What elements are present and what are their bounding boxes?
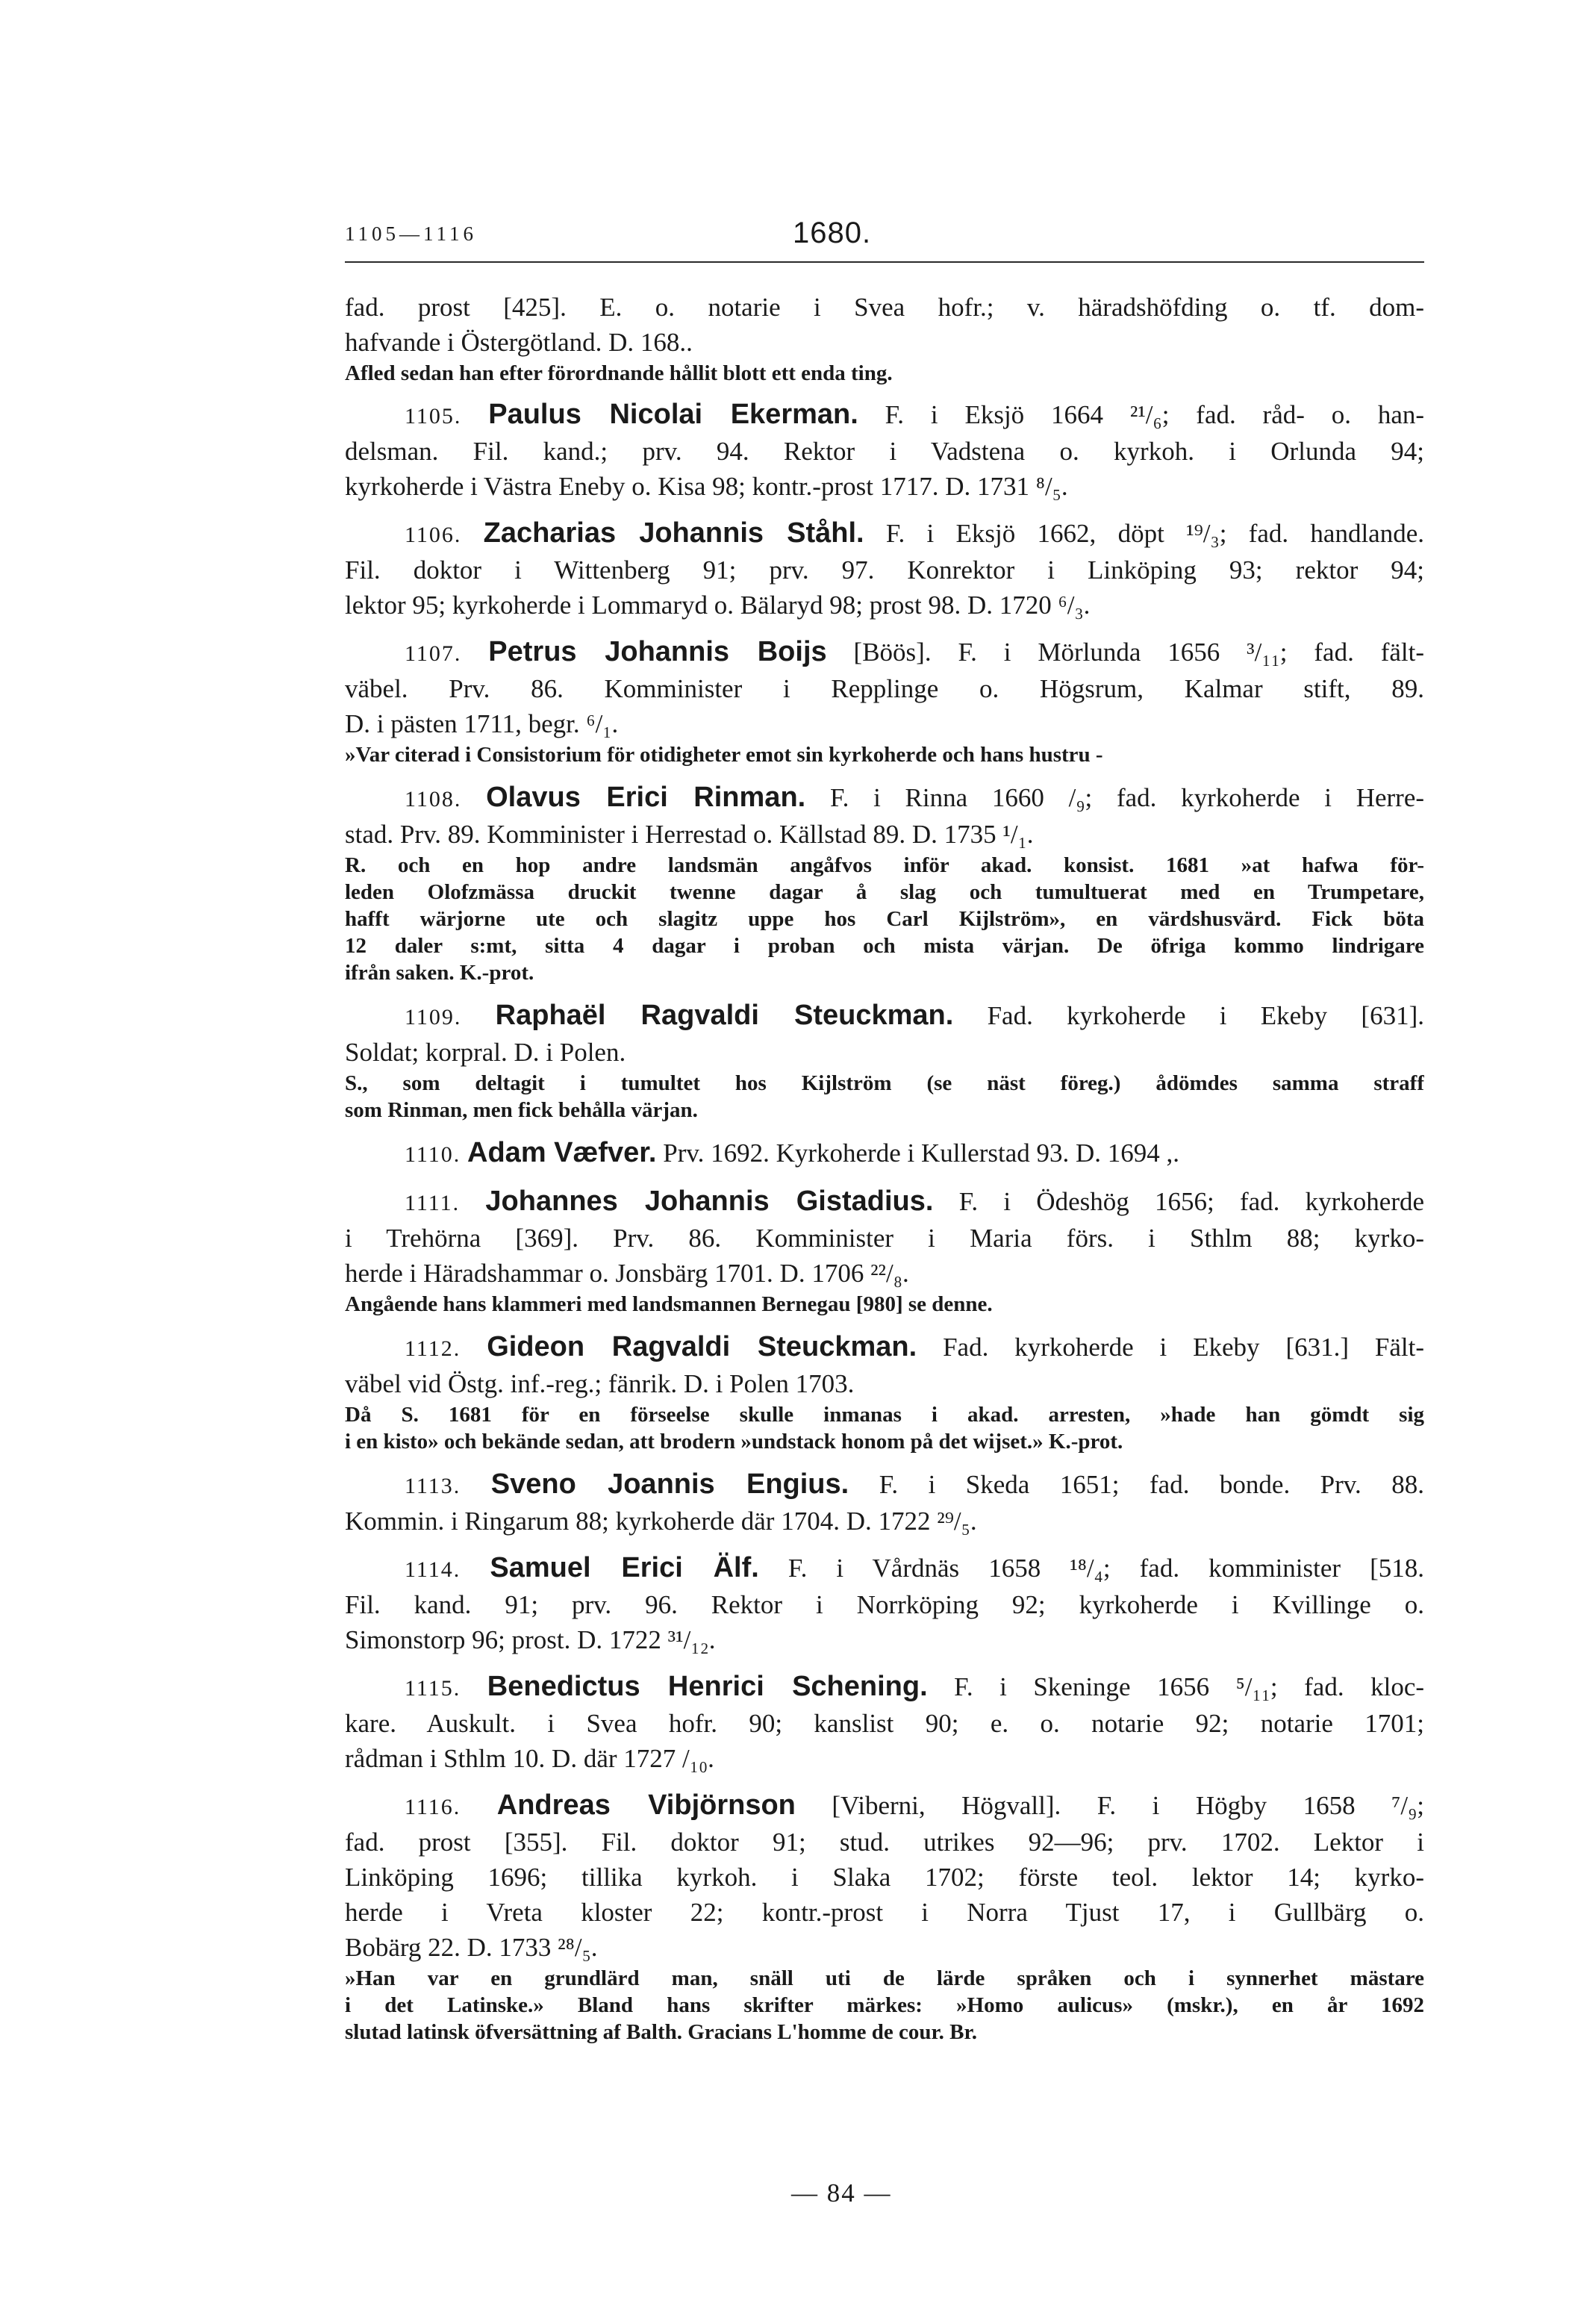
note-line: Då S. 1681 för en förseelse skulle inmanas i akad. arresten, »hade han gömdt sig: [345, 1403, 1424, 1427]
entry-number: 1111.: [405, 1191, 461, 1215]
entry-text: Prv. 1692. Kyrkoherde i Kullerstad 93. D. 1694 ,.: [663, 1138, 1180, 1168]
entry-number: 1112.: [405, 1336, 461, 1361]
person-name: Adam Væfver.: [467, 1137, 657, 1168]
register-entry: [345, 1551, 1424, 1657]
note-line: Angående hans klammeri med landsmannen Bernegau [980] se denne.: [345, 1292, 993, 1316]
note-line: S., som deltagit i tumultet hos Kijlström (se näst föreg.) ådömdes samma straff: [345, 1071, 1424, 1095]
entry-range: 1105—1116: [345, 222, 477, 245]
register-entry: [345, 1788, 1424, 2046]
entry-first-line: [345, 1184, 1424, 1221]
note-line: R. och en hop andre landsmän angåfvos inför akad. konsist. 1681 »at hafwa för-: [345, 853, 1424, 877]
entry-first-line: [345, 1669, 1424, 1706]
entry-text: F. i Skeninge 1656 ⁵/₁₁; fad. kloc-: [954, 1672, 1424, 1701]
entry-number: 1113.: [405, 1474, 461, 1498]
entry-number: 1105.: [405, 404, 462, 429]
text-line: hafvande i Östergötland. D. 168..: [345, 328, 693, 357]
register-entry: [345, 1135, 1424, 1172]
person-name: Samuel Erici Älf.: [490, 1552, 759, 1583]
register-entry: [345, 516, 1424, 623]
person-name: Paulus Nicolai Ekerman.: [488, 399, 858, 430]
person-name: Olavus Erici Rinman.: [486, 782, 806, 813]
page-header: [345, 216, 1424, 263]
entry-first-line: [345, 1467, 1424, 1504]
person-name: Zacharias Johannis Ståhl.: [483, 517, 864, 549]
register-entry: [345, 1184, 1424, 1318]
text-line: lektor 95; kyrkoherde i Lommaryd o. Bälaryd 98; prost 98. D. 1720 ⁶/₃.: [345, 591, 1091, 620]
text-line: i Trehörna [369]. Prv. 86. Komminister i Maria förs. i Sthlm 88; kyrko-: [345, 1224, 1424, 1253]
note-line: 12 daler s:mt, sitta 4 dagar i proban och mista värjan. De öfriga kommo lindrigare: [345, 934, 1424, 958]
text-line: kare. Auskult. i Svea hofr. 90; kanslist 90; e. o. notarie 92; notarie 1701;: [345, 1709, 1424, 1738]
page-number: — 84 —: [791, 2178, 892, 2208]
note-line: slutad latinsk öfversättning af Balth. Gracians L'homme de cour. Br.: [345, 2020, 977, 2044]
person-name: Gideon Ragvaldi Steuckman.: [487, 1331, 917, 1362]
register-entry: [345, 998, 1424, 1124]
text-line: rådman i Sthlm 10. D. där 1727 /₁₀.: [345, 1744, 714, 1773]
person-name: Benedictus Henrici Schening.: [487, 1671, 928, 1702]
entry-number: 1116.: [405, 1795, 461, 1819]
text-line: Fil. doktor i Wittenberg 91; prv. 97. Konrektor i Linköping 93; rektor 94;: [345, 555, 1424, 585]
note-line: i en kisto» och bekände sedan, att brodern »undstack honom på det wijset.» K.-prot.: [345, 1430, 1123, 1454]
entry-first-line: [345, 397, 1424, 434]
text-line: Fil. kand. 91; prv. 96. Rektor i Norrköping 92; kyrkoherde i Kvillinge o.: [345, 1590, 1424, 1619]
entry-text: F. i Vårdnäs 1658 ¹⁸/₄; fad. komminister [518.: [787, 1554, 1424, 1583]
entry-first-line: [345, 1330, 1424, 1366]
text-line: stad. Prv. 89. Komminister i Herrestad o. Källstad 89. D. 1735 ¹/₁.: [345, 820, 1034, 849]
entry-first-line: [345, 1135, 1424, 1172]
entry-text: [Böös]. F. i Mörlunda 1656 ³/₁₁; fad. fält-: [853, 638, 1424, 667]
text-line: Bobärg 22. D. 1733 ²⁸/₅.: [345, 1933, 598, 1962]
register-entry: [345, 1330, 1424, 1455]
text-line: Kommin. i Ringarum 88; kyrkoherde där 1704. D. 1722 ²⁹/₅.: [345, 1507, 977, 1536]
entry-first-line: [345, 1788, 1424, 1825]
entry-first-line: [345, 1551, 1424, 1587]
note-line: Afled sedan han efter förordnande hållit blott ett enda ting.: [345, 361, 893, 385]
person-name: Raphaël Ragvaldi Steuckman.: [495, 1000, 954, 1031]
page-content: [345, 290, 1424, 2057]
entry-text: F. i Rinna 1660 /₉; fad. kyrkoherde i Herre-: [829, 783, 1424, 812]
header-year: 1680.: [793, 216, 872, 249]
register-entry: [345, 635, 1424, 768]
entry-number: 1114.: [405, 1557, 461, 1582]
text-line: Soldat; korpral. D. i Polen.: [345, 1038, 626, 1067]
text-line: herde i Häradshammar o. Jonsbärg 1701. D. 1706 ²²/₈.: [345, 1259, 909, 1288]
text-line: D. i pästen 1711, begr. ⁶/₁.: [345, 709, 619, 738]
register-entry: [345, 780, 1424, 986]
entry-first-line: [345, 516, 1424, 552]
entry-text: F. i Skeda 1651; fad. bonde. Prv. 88.: [879, 1470, 1424, 1499]
entry-number: 1115.: [405, 1676, 461, 1701]
person-name: Sveno Joannis Engius.: [490, 1468, 849, 1500]
entry-number: 1108.: [405, 787, 462, 811]
entry-number: 1107.: [405, 641, 462, 666]
entry-text: Fad. kyrkoherde i Ekeby [631.] Fält-: [943, 1333, 1424, 1362]
intro-block: [345, 290, 1424, 387]
note-line: hafft wärjorne ute och slagitz uppe hos Carl Kijlström», en värdshusvärd. Fick böta: [345, 907, 1424, 931]
text-line: fad. prost [355]. Fil. doktor 91; stud. utrikes 92—96; prv. 1702. Lektor i: [345, 1828, 1424, 1857]
text-line: Linköping 1696; tillika kyrkoh. i Slaka 1702; förste teol. lektor 14; kyrko-: [345, 1863, 1424, 1892]
entry-number: 1106.: [405, 523, 462, 547]
entry-first-line: [345, 780, 1424, 817]
entry-text: F. i Eksjö 1664 ²¹/₆; fad. råd- o. han-: [885, 400, 1424, 429]
text-line: kyrkoherde i Västra Eneby o. Kisa 98; kontr.-prost 1717. D. 1731 ⁸/₅.: [345, 472, 1068, 501]
register-entry: [345, 1467, 1424, 1539]
note-line: ifrån saken. K.-prot.: [345, 961, 534, 985]
entry-text: Fad. kyrkoherde i Ekeby [631].: [987, 1001, 1424, 1030]
register-entry: [345, 397, 1424, 504]
text-line: herde i Vreta kloster 22; kontr.-prost i Norra Tjust 17, i Gullbärg o.: [345, 1898, 1424, 1927]
entry-number: 1109.: [405, 1005, 462, 1029]
note-line: leden Olofzmässa druckit twenne dagar å slag och tumultuerat med en Trumpetare,: [345, 880, 1424, 904]
entry-first-line: [345, 635, 1424, 671]
text-line: väbel. Prv. 86. Komminister i Repplinge o. Högsrum, Kalmar stift, 89.: [345, 674, 1424, 703]
entry-text: F. i Eksjö 1662, döpt ¹⁹/₃; fad. handlande.: [885, 519, 1424, 548]
entry-text: F. i Ödeshög 1656; fad. kyrkoherde: [958, 1187, 1424, 1216]
entry-first-line: [345, 998, 1424, 1035]
entry-number: 1110.: [405, 1142, 461, 1167]
note-line: som Rinman, men fick behålla värjan.: [345, 1098, 698, 1122]
register-entry: [345, 1669, 1424, 1776]
text-line: fad. prost [425]. E. o. notarie i Svea hofr.; v. häradshöfding o. tf. dom-: [345, 293, 1424, 322]
entry-text: [Viberni, Högvall]. F. i Högby 1658 ⁷/₉;: [832, 1791, 1424, 1820]
text-line: väbel vid Östg. inf.-reg.; fänrik. D. i Polen 1703.: [345, 1369, 855, 1398]
text-line: Simonstorp 96; prost. D. 1722 ³¹/₁₂.: [345, 1625, 716, 1654]
note-line: i det Latinske.» Bland hans skrifter märkes: »Homo aulicus» (mskr.), en år 1692: [345, 1993, 1424, 2017]
note-line: »Var citerad i Consistorium för otidigheter emot sin kyrkoherde och hans hustru -: [345, 743, 1103, 767]
note-line: »Han var en grundlärd man, snäll uti de lärde språken och i synnerhet mästare: [345, 1966, 1424, 1990]
person-name: Johannes Johannis Gistadius.: [485, 1186, 934, 1217]
text-line: delsman. Fil. kand.; prv. 94. Rektor i Vadstena o. kyrkoh. i Orlunda 94;: [345, 437, 1424, 466]
person-name: Petrus Johannis Boijs: [488, 636, 827, 667]
person-name: Andreas Vibjörnson: [496, 1789, 796, 1821]
